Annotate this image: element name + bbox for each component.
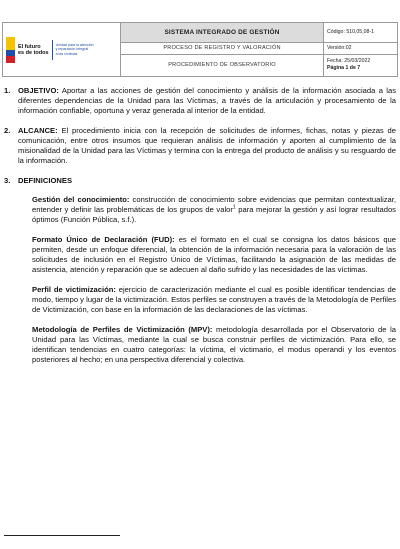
- page-number: Página 1 de 7: [327, 65, 361, 72]
- definition-text: es el formato en el cual se consigna los datos básicos que permiten, desde un enfoque diferencial, la obtención de la información necesaria para la valoración de las solicitudes de inclusión en el Registro Único de Víctimas, facilitando la asignación de las medidas de asistencia, atención y reparación que se adecuen al daño sufrido y las necesidades de las víctimas.: [32, 235, 397, 274]
- section-number: 2.: [4, 126, 11, 135]
- definition-item: [32, 325, 396, 365]
- definition-item: [32, 195, 396, 225]
- document-body: [4, 86, 396, 375]
- section-number: 3.: [4, 176, 11, 185]
- document-header: [2, 22, 398, 77]
- definition-term: Metodología de Perfiles de Victimización (MPV):: [32, 325, 213, 334]
- definition-text: para mejorar la gestión y así lograr resultados óptimos (Función Pública, s.f.).: [32, 205, 396, 224]
- logo-entity-name: Unidad para la atención y reparación integral a las víctimas: [55, 42, 94, 56]
- definition-text: ejercicio de caracterización mediante el cual es posible identificar tendencias de modo, tiempo y lugar de la victimización. Estos perfiles se construyen a través de la Metodología de Perfiles de Victimización, con base en la información de las declaraciones de las víctimas.: [32, 285, 396, 314]
- definition-term: Gestión del conocimiento:: [32, 195, 130, 204]
- footnote-marker[interactable]: 1: [232, 204, 236, 211]
- definition-term: Formato Único de Declaración (FUD):: [32, 235, 175, 244]
- section-definitions-heading: [4, 176, 396, 186]
- logo-cell: [3, 23, 121, 77]
- system-title: SISTEMA INTEGRADO DE GESTIÓN: [121, 23, 324, 43]
- section-label: ALCANCE:: [18, 126, 58, 135]
- section-objective: [4, 86, 396, 116]
- procedure-name: PROCEDIMIENTO DE OBSERVATORIO: [121, 54, 324, 76]
- footnote-separator: [4, 535, 120, 536]
- logo-slogan: El futuro es de todos: [18, 43, 49, 56]
- document-code: Código: 510,05,08-1: [324, 23, 398, 43]
- section-scope: [4, 126, 396, 166]
- section-label: OBJETIVO:: [18, 86, 59, 95]
- definition-item: [32, 285, 396, 315]
- section-label: DEFINICIONES: [18, 176, 73, 185]
- process-name: PROCESO DE REGISTRO Y VALORACIÓN: [121, 43, 324, 55]
- definition-text: construcción de conocimiento sobre evidencias que permitan contextualizar, entender y definir las problemáticas de los grupos de valor: [32, 195, 396, 214]
- section-text: El procedimiento inicia con la recepción de solicitudes de informes, fichas, notas y piezas de comunicación, entre otros insumos que requieran análisis de información y aporten al cumplimiento de la misionalidad de la Unidad para las Víctimas y termina con la entrega del producto de análisis y su resguardo de la información.: [18, 126, 396, 165]
- colombia-flag-icon: [6, 37, 15, 63]
- definition-term: Perfil de victimización:: [32, 285, 116, 294]
- date-and-page: [324, 54, 398, 76]
- definition-text: metodología desarrollada por el Observatorio de la Unidad para las Víctimas, mediante la cual se busca construir perfiles de victimización. Para ello, se identifican tendencias en cuatro categorías: la víctima, el victimario, el modus operandi y los eventos posteriores al hecho; en una perspectiva diferencial y colectiva.: [32, 325, 396, 364]
- entity-logo: [3, 23, 120, 76]
- section-text: Aportar a las acciones de gestión del conocimiento y análisis de la información asociada a las diferentes dependencias de la Unidad para las Víctimas, a través de la articulación y procesamiento de la información confiable, oportuna y veraz generada al interior de la entidad.: [18, 86, 396, 115]
- section-number: 1.: [4, 86, 11, 95]
- document-version: Versión:02: [324, 43, 398, 55]
- document-date: Fecha: 25/03/2022: [327, 58, 371, 65]
- definition-item: [32, 235, 396, 275]
